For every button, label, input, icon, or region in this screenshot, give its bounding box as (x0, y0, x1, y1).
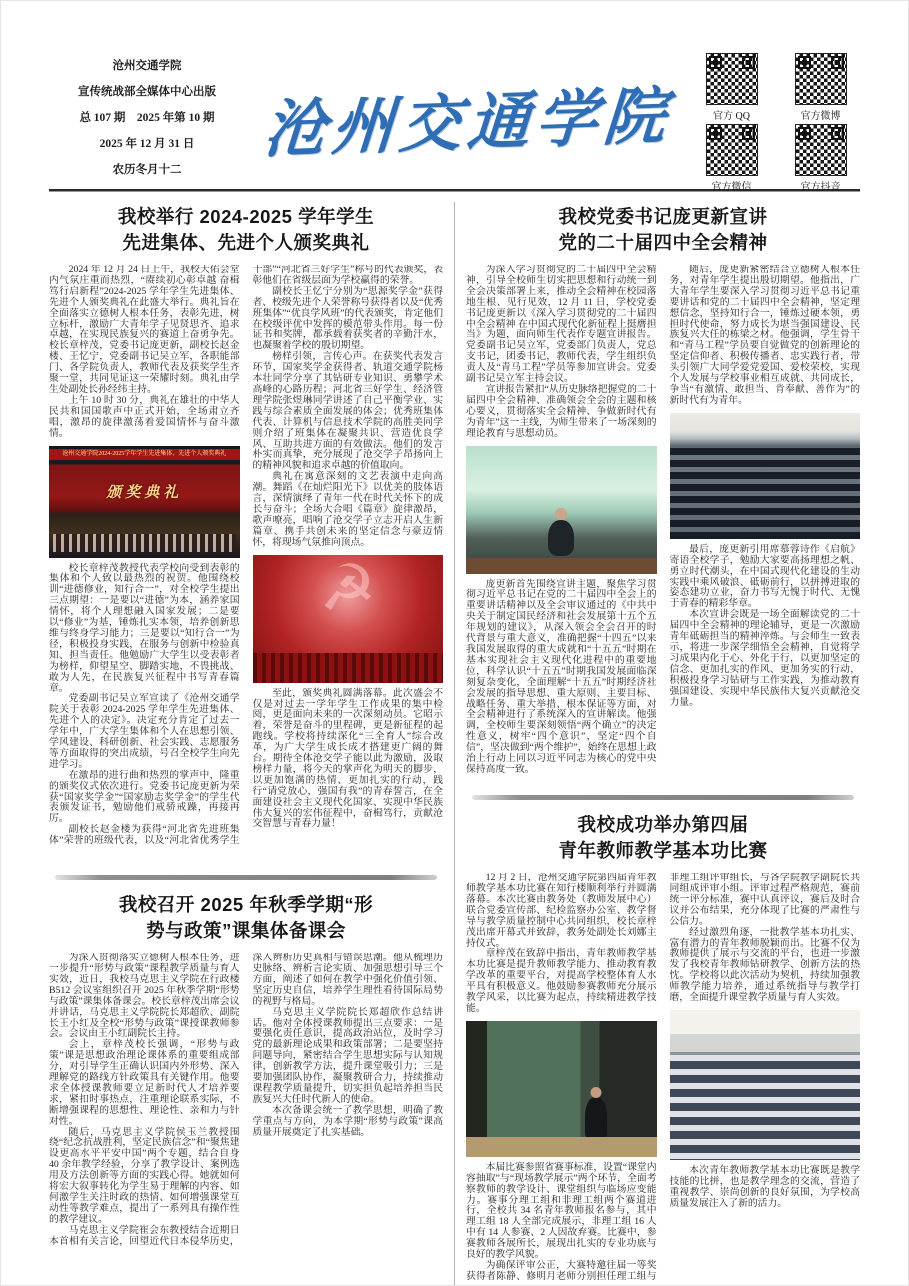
article-paragraph: 会上，章梓茂校长强调，“形势与政策”课是思想政治理论课体系的重要组成部分，对引导学生正确认识国内外形势、深入理解党的路线方针政策具有关键作用。他要求全体授课教师要立足新时代人才培养要求，紧扣时事热点，注重理论联系实际，不断增强课程的思想性、理论性、亲和力与针对性。 (49, 1039, 240, 1127)
article-teaching-competition (466, 812, 860, 1286)
article-body (49, 265, 443, 865)
masthead (49, 53, 860, 193)
article-paragraph: 庞更新首先围绕宣讲主题，聚焦学习贯彻习近平总书记在党的二十届四中全会上的重要讲话精神以及全会审议通过的《中共中央关于制定国民经济和社会发展第十五个五年规划的建议》，从深入领会全会召开的时代背景与重大意义，准确把握“十四五”以来我国发展取得的重大成就和“十五五”时期在基本实现社会主义现代化进程中的重要地位，科学认识“十五五”时期我国发展面临深刻复杂变化，全面理解“十五五”时期经济社会发展的指导思想、重大原则、主要目标、战略任务、重大举措、根本保证等方面，对全会精神进行了系统深入的宣讲解读。他强调，全校师生要深刻领悟“两个确立”的决定性意义，树牢“四个意识”，坚定“四个自信”，坚决做到“两个维护”，始终在思想上政治上行动上同以习近平同志为核心的党中央保持高度一致。 (466, 578, 657, 775)
article-paragraph: 马克思主义学院院长郑超欣作总结讲话。他对全体授课教师提出三点要求：一是要强化责任意识，提高政治站位，及时学习党的最新理论成果和政策部署；二是要坚持问题导向，紧密结合学生思想实际与认知规律，创新教学方法，提升课堂吸引力；三是要加强团队协作，凝聚教研合力，持续推动课程教学质量提升，切实担负起培养担当民族复兴大任时代新人的使命。 (252, 1006, 443, 1105)
article-paragraph: 12 月 2 日，沧州交通学院第四届青年教师教学基本功比赛在知行楼顺利举行并圆满落幕。本次比赛由教务处（教师发展中心）联合党委宣传部、纪检监察办公室、教学督导与教学质量控制中心共同组织，校长章梓茂出席开幕式并致辞，教务处副处长刘娜主持仪式。 (466, 873, 657, 949)
dance-performance-photo (253, 555, 444, 683)
article-paragraph: 随后，马克思主义学院侯玉兰教授围绕“纪念抗战胜利，坚定民族信念”和“聚焦建设更高水平平安中国”两个专题，结合自身 40 余年教学经验，分享了教学设计、案例选用及方法创新等方面的实践心得。她就如何将宏大叙事转化为学生易于理解的内容、如何激学生关注时政的热情、如何增强课堂互动性等教学难点，提出了一系列具有操作性的教学建议。 (49, 1126, 240, 1225)
qr-label: 官方微信 (711, 182, 752, 193)
right-column-section (466, 202, 860, 1286)
douyin-qr-code-icon (795, 124, 847, 176)
article-body (466, 265, 860, 785)
article-paragraph: 随后，庞更新紧密结合立德树人根本任务，对青年学生提出殷切期望。他指出，广大青年学生要深入学习贯彻习近平总书记重要讲话和党的二十届四中全会精神，坚定理想信念，坚持知行合一，锤炼过硬本领，勇担时代使命，努力成长为堪当强国建设、民族复兴大任的栋梁之材。他强调，学生骨干和“青马工程”学员要自觉做党的创新理论的坚定信仰者、积极传播者、忠实践行者，带头引领广大同学爱党爱国、爱校荣校，实现个人发展与学校事业相互成就、共同成长，争当“有激情、敢担当、肯奉献、善作为”的新时代有为青年。 (669, 265, 860, 406)
article-paragraph: 章梓茂在致辞中指出，青年教师教学基本功比赛是提升教师教学能力、推动教育教学改革的重要平台，对提高学校整体育人水平具有积极意义。他鼓励参赛教师充分展示教学风采，以比赛为起点，持续精进教学技能。 (466, 948, 657, 1014)
qr-label: 官方 QQ (713, 111, 750, 122)
article-title (466, 812, 860, 863)
article-paragraph: 榜样引领，言传心声。在获奖代表发言环节，国家奖学金获得者、轨道交通学院杨本壮同学分享了其钻研专业知识、勇攀学术高峰的心路历程；河北省三好学生、经济管理学院张煜琳同学讲述了自己平衡学业、实践与综合素质全面发展的体会；优秀班集体代表、计算机与信息技术学院的高胜美同学则介绍了班集体在凝聚共识、营造优良学风、互助共进方面的有效做法。他们的发言朴实而真挚，充分展现了沧交学子昂扬向上的精神风貌和追求卓越的价值取向。 (252, 351, 443, 472)
issue-line: 总 107 期 2025 年第 10 期 (79, 112, 215, 124)
article-paragraph: 2024 年 12 月 24 日上午，我校天佑会堂内气氛庄重而热烈，“赓续初心彰卓越 奋楫笃行启新程”2024-2025 学年学生先进集体、先进个人颁奖典礼在此盛大举行。典礼旨在全面落实立德树人根本任务，表彰先进，树立标杆，激励广大青年学子见贤思齐、追求卓越，在实现民族复兴的赛道上奋勇争先。校长章梓茂，党委书记庞更新，副校长赵金楼、王忆宁，党委副书记吴立军，各职能部门、各学院负责人，教师代表及获奖学生齐聚一堂，共同见证这一荣耀时刻。典礼由学生处副处长孙经纬主持。 (49, 265, 240, 395)
left-column-section (49, 202, 443, 1286)
masthead-info (49, 53, 245, 181)
date-line: 2025 年 12 月 31 日 (99, 138, 195, 150)
article-paragraph: 本届比赛参照省赛事标准，设置“课堂内容抽取”与“现场教学展示”两个环节，全面考察教师的教学设计、课堂组织与临场应变能力。赛事分理工组和非理工组两个赛道进行，全校共 34 名青年教师报名参与，其中理工组 18 人全部完成展示，非理工组 16 人中有 14 人参赛、2 人因故弃赛。比赛中，参赛教师各展所长，展现出扎实的专业功底与良好的教学风貌。 (466, 1161, 657, 1261)
article-plenary-session-lecture (466, 204, 860, 785)
podium (466, 558, 657, 574)
page-content (49, 202, 860, 1286)
article-title (466, 204, 860, 255)
article-paragraph: 宣讲报告紧扣“从历史脉络把握党的二十届四中全会精神、准确领会全会的主题和核心要义，贯彻落实全会精神、争做新时代有为青年”这一主线，为师生带来了一场深刻的理论教育与思想动员。 (466, 384, 657, 439)
article-title-line2: 党的二十届四中全会精神 (558, 231, 768, 253)
weibo-qr-code-icon (795, 53, 847, 105)
article-paragraph: 典礼在寓意深刻的文艺表演中走向高潮。舞蹈《在灿烂阳光下》以优美的肢体语言，深情演绎了青年一代在时代关怀下的成长与奋斗；全场大合唱《篇章》旋律激昂，歌声嘹亮，唱响了沧交学子立志开启人生新篇章、携手共创未来的坚定信念与豪迈情怀，将现场气氛推向顶点。 (252, 471, 443, 548)
article-paragraph: 经过激烈角逐，一批教学基本功扎实、富有潜力的青年教师脱颖而出。比赛不仅为教师提供了展示与交流的平台，也进一步激发了我校青年教师钻研教学、创新方法的热忱。学校将以此次活动为契机，持续加强教师教学能力培养，通过系统指导与教学打磨，全面提升课堂教学质量与育人实效。 (669, 926, 860, 1004)
article-paragraph: 党委副书记吴立军宣读了《沧州交通学院关于表彰 2024-2025 学年学生先进集体、先进个人的决定》。决定充分肯定了过去一学年中，广大学生集体和个人在思想引领、学风建设、科研创新、社会实践、志愿服务等方面取得的突出成绩，号召全校学生向先进学习。 (49, 693, 240, 770)
qr-cell-qq (692, 53, 771, 122)
article-paragraph: 为深入学习贯彻党的二十届四中全会精神，引导全校师生切实把思想和行动统一到全会决策部署上来，推动全会精神在校园落地生根、见行见效，12 月 11 日，学校党委书记庞更新以《深入学习贯彻党的二十届四中全会精神 在中国式现代化新征程上挺膺担当》为题，面向师生代表作专题宣讲报告。党委副书记吴立军，党委部门负责人，党总支书记，团委书记，教师代表，学生组织负责人及“青马工程”学员等参加宣讲会。党委副书记吴立军主持会议。 (466, 265, 657, 385)
qr-cell-wechat (692, 124, 771, 193)
newspaper-title-calligraphy: 沧州交通学院 (261, 82, 675, 165)
article-title (49, 204, 443, 255)
article-awards-ceremony (49, 204, 443, 865)
article-paragraph: 为深入贯彻落实立德树人根本任务，进一步提升“形势与政策”课程教学质量与育人实效，近日，我校马克思主义学院在行政楼 B512 会议室组织召开 2025 年秋季学期“形势与政策”课集体备课会。校长章梓茂出席会议并讲话，马克思主义学院院长郑超欣、副院长王小红及全校“形势与政策”课授课教师参会。会议由王小红副院长主持。 (49, 953, 240, 1040)
qr-code-grid (692, 53, 860, 193)
article-separator (472, 795, 854, 800)
computer-classroom-photo (670, 1010, 861, 1160)
qr-label: 官方抖音 (800, 182, 841, 193)
qr-cell-weibo (781, 53, 860, 122)
teacher-silhouette (585, 1097, 607, 1141)
stage-banner-text: 沧州交通学院2024-2025学年学生先进集体、先进个人颁奖典礼 (49, 449, 240, 460)
article-paragraph: 为确保评审公正，大赛特邀往届一等奖获得者陈静、修明月老师分别担任理工组与非理工组评审组长，与各学院教学副院长共同组成评审小组。评审过程严格规范，赛前统一评分标准，赛中认真评议，赛后及时合议并公布结果，充分体现了比赛的严肃性与公信力。 (466, 873, 860, 1282)
article-paragraph: 副校长赵金楼为获得“河北省先进班集体”荣誉的班级代表，以及“河北省优秀学生干部”“河北省三好学生”称号的代表颁奖，表彰他们在省级层面为学校赢得的荣誉。 (49, 265, 443, 847)
article-title-line2: 先进集体、先进个人颁奖典礼 (122, 231, 370, 253)
article-paragraph: 本次青年教师教学基本功比赛既是教学技能的比拼，也是教学理念的交流，营造了重视教学、崇尚创新的良好氛围，为学校高质量发展注入了新的活力。 (669, 1164, 860, 1209)
stage-people-row (53, 534, 236, 552)
lunar-date-line: 农历冬月十二 (112, 164, 182, 176)
article-paragraph: 本次备课会统一了教学思想，明确了教学重点与方向，为本学期“形势与政策”课高质量开展奠定了扎实基础。 (252, 1104, 443, 1138)
classroom-rows (670, 1055, 861, 1160)
article-paragraph: 上午 10 时 30 分，典礼在雄壮的中华人民共和国国歌声中正式开始，全场肃立齐唱，激昂的旋律激荡着爱国情怀与奋斗激情。 (49, 394, 240, 439)
publisher-line: 宣传统战部全媒体中心出版 (78, 86, 216, 98)
audience-photo (670, 413, 861, 539)
article-title-line2: 势与政策”课集体备课会 (146, 919, 346, 941)
article-title-line1: 我校举行 2024-2025 学年学生 (117, 206, 375, 227)
article-paragraph: 校长章梓茂教授代表学校向受到表彰的集体和个人致以最热烈的祝贺。他围绕校训“进德修业，知行合一”，对全校学生提出三点期望：一是要以“进德”为本，涵养家国情怀，将个人理想融入国家发展；二是要以“修业”为基，锤炼扎实本领，培养创新思维与终身学习能力；三是要以“知行合一”为径，积极投身实践，在服务与创新中检验真知、担当责任。他勉励广大学生以受表彰者为榜样，仰望星空、脚踏实地，不畏挑战、敢为人先，在民族复兴征程中书写青春篇章。 (49, 562, 240, 694)
qr-label: 官方微博 (800, 111, 841, 122)
article-paragraph: 在激昂的进行曲和热烈的掌声中，隆重的颁奖仪式依次进行。党委书记庞更新为荣获“国家奖学金”“国家励志奖学金”的学生代表颁发证书，勉励他们戒骄戒躁，再接再厉。 (49, 769, 240, 825)
article-title-line2: 青年教师教学基本功比赛 (558, 839, 768, 861)
article-separator (55, 875, 437, 880)
article-body (466, 873, 860, 1286)
article-title-line1: 我校党委书记庞更新宣讲 (558, 206, 768, 227)
article-paragraph: 马克思主义学院崔会东教授结合近期日本首相有关言论，回望近代日本侵华历史，深入辨析历史真相与错误思潮。他从梳理历史脉络、辨析言论实质、加强思想引导三个方面，阐述了如何在教学中强化价值引领、坚定历史自信，培养学生理性看待国际局势的视野与格局。 (49, 953, 443, 1247)
article-paragraph: 最后，庞更新引用席慕蓉诗作《启航》寄语全校学子，勉励大家要高扬理想之帆、勇立时代潮头，在中国式现代化建设的生动实践中乘风破浪、砥砺前行，以拼搏进取的姿态建功立业，奋力书写无愧于时代、无愧于青春的精彩华章。 (669, 543, 860, 610)
article-title-line1: 我校成功举办第四届 (577, 814, 749, 836)
party-emblem-icon: ☭ (319, 554, 377, 627)
teacher-presentation-photo (466, 1021, 657, 1157)
school-name: 沧州交通学院 (112, 60, 182, 72)
article-title-line1: 我校召开 2025 年秋季学期“形 (118, 894, 374, 916)
classroom-desk (466, 1137, 657, 1157)
audience-rows (670, 448, 861, 539)
awards-ceremony-stage-photo (49, 446, 240, 558)
article-paragraph: 至此，颁奖典礼圆满落幕。此次盛会不仅是对过去一学年学生工作成果的集中检阅，更是面向未来的一次深刻动员。它昭示着，荣誉是奋斗的里程碑，更是新征程的起跑线。学校将持续深化“三全育人”综合改革，为广大学生成长成才搭建更广阔的舞台。期待全体沧交学子能以此为激励，汲取榜样力量，将今天的掌声化为明天的脚步，以更加饱满的热情、更加扎实的行动，践行“请党放心，强国有我”的青春誓言，在全面建设社会主义现代化国家、实现中华民族伟大复兴的宏伟征程中，奋楫笃行，贡献沧交智慧与青春力量！ (252, 687, 443, 830)
column-divider (454, 202, 455, 1286)
article-title (49, 892, 443, 943)
stage-screen-text: 颁奖典礼 (106, 485, 183, 502)
qq-qr-code-icon (706, 53, 758, 105)
article-paragraph: 副校长王忆宁分别为“思源奖学金”获得者、校级先进个人荣誉称号获得者以及“优秀班集体”“优良学风班”的代表颁奖，肯定他们在校级评优中发挥的模范带头作用。每一份证书和奖牌，都承载着获奖者的辛勤汗水，也凝聚着学校的殷切期望。 (252, 285, 443, 352)
qr-cell-douyin (781, 124, 860, 193)
article-lesson-planning-meeting (49, 892, 443, 1253)
article-paragraph: 本次宣讲会既是一场全面解读党的二十届四中全会精神的理论辅导，更是一次激励青年砥砺担当的精神淬炼。与会师生一致表示，将进一步深学细悟全会精神，自觉将学习成果内化于心、外化于行，以更加坚定的信念、更加扎实的作风、更加务实的行动，积极投身学习钻研与工作实践，为推动教育强国建设、实现中华民族伟大复兴贡献沧交力量。 (669, 609, 860, 708)
speaker-silhouette (548, 520, 574, 556)
wechat-qr-code-icon (706, 124, 758, 176)
dancers-row (253, 653, 444, 683)
article-body (49, 953, 443, 1253)
speaker-lecture-photo (466, 446, 657, 574)
